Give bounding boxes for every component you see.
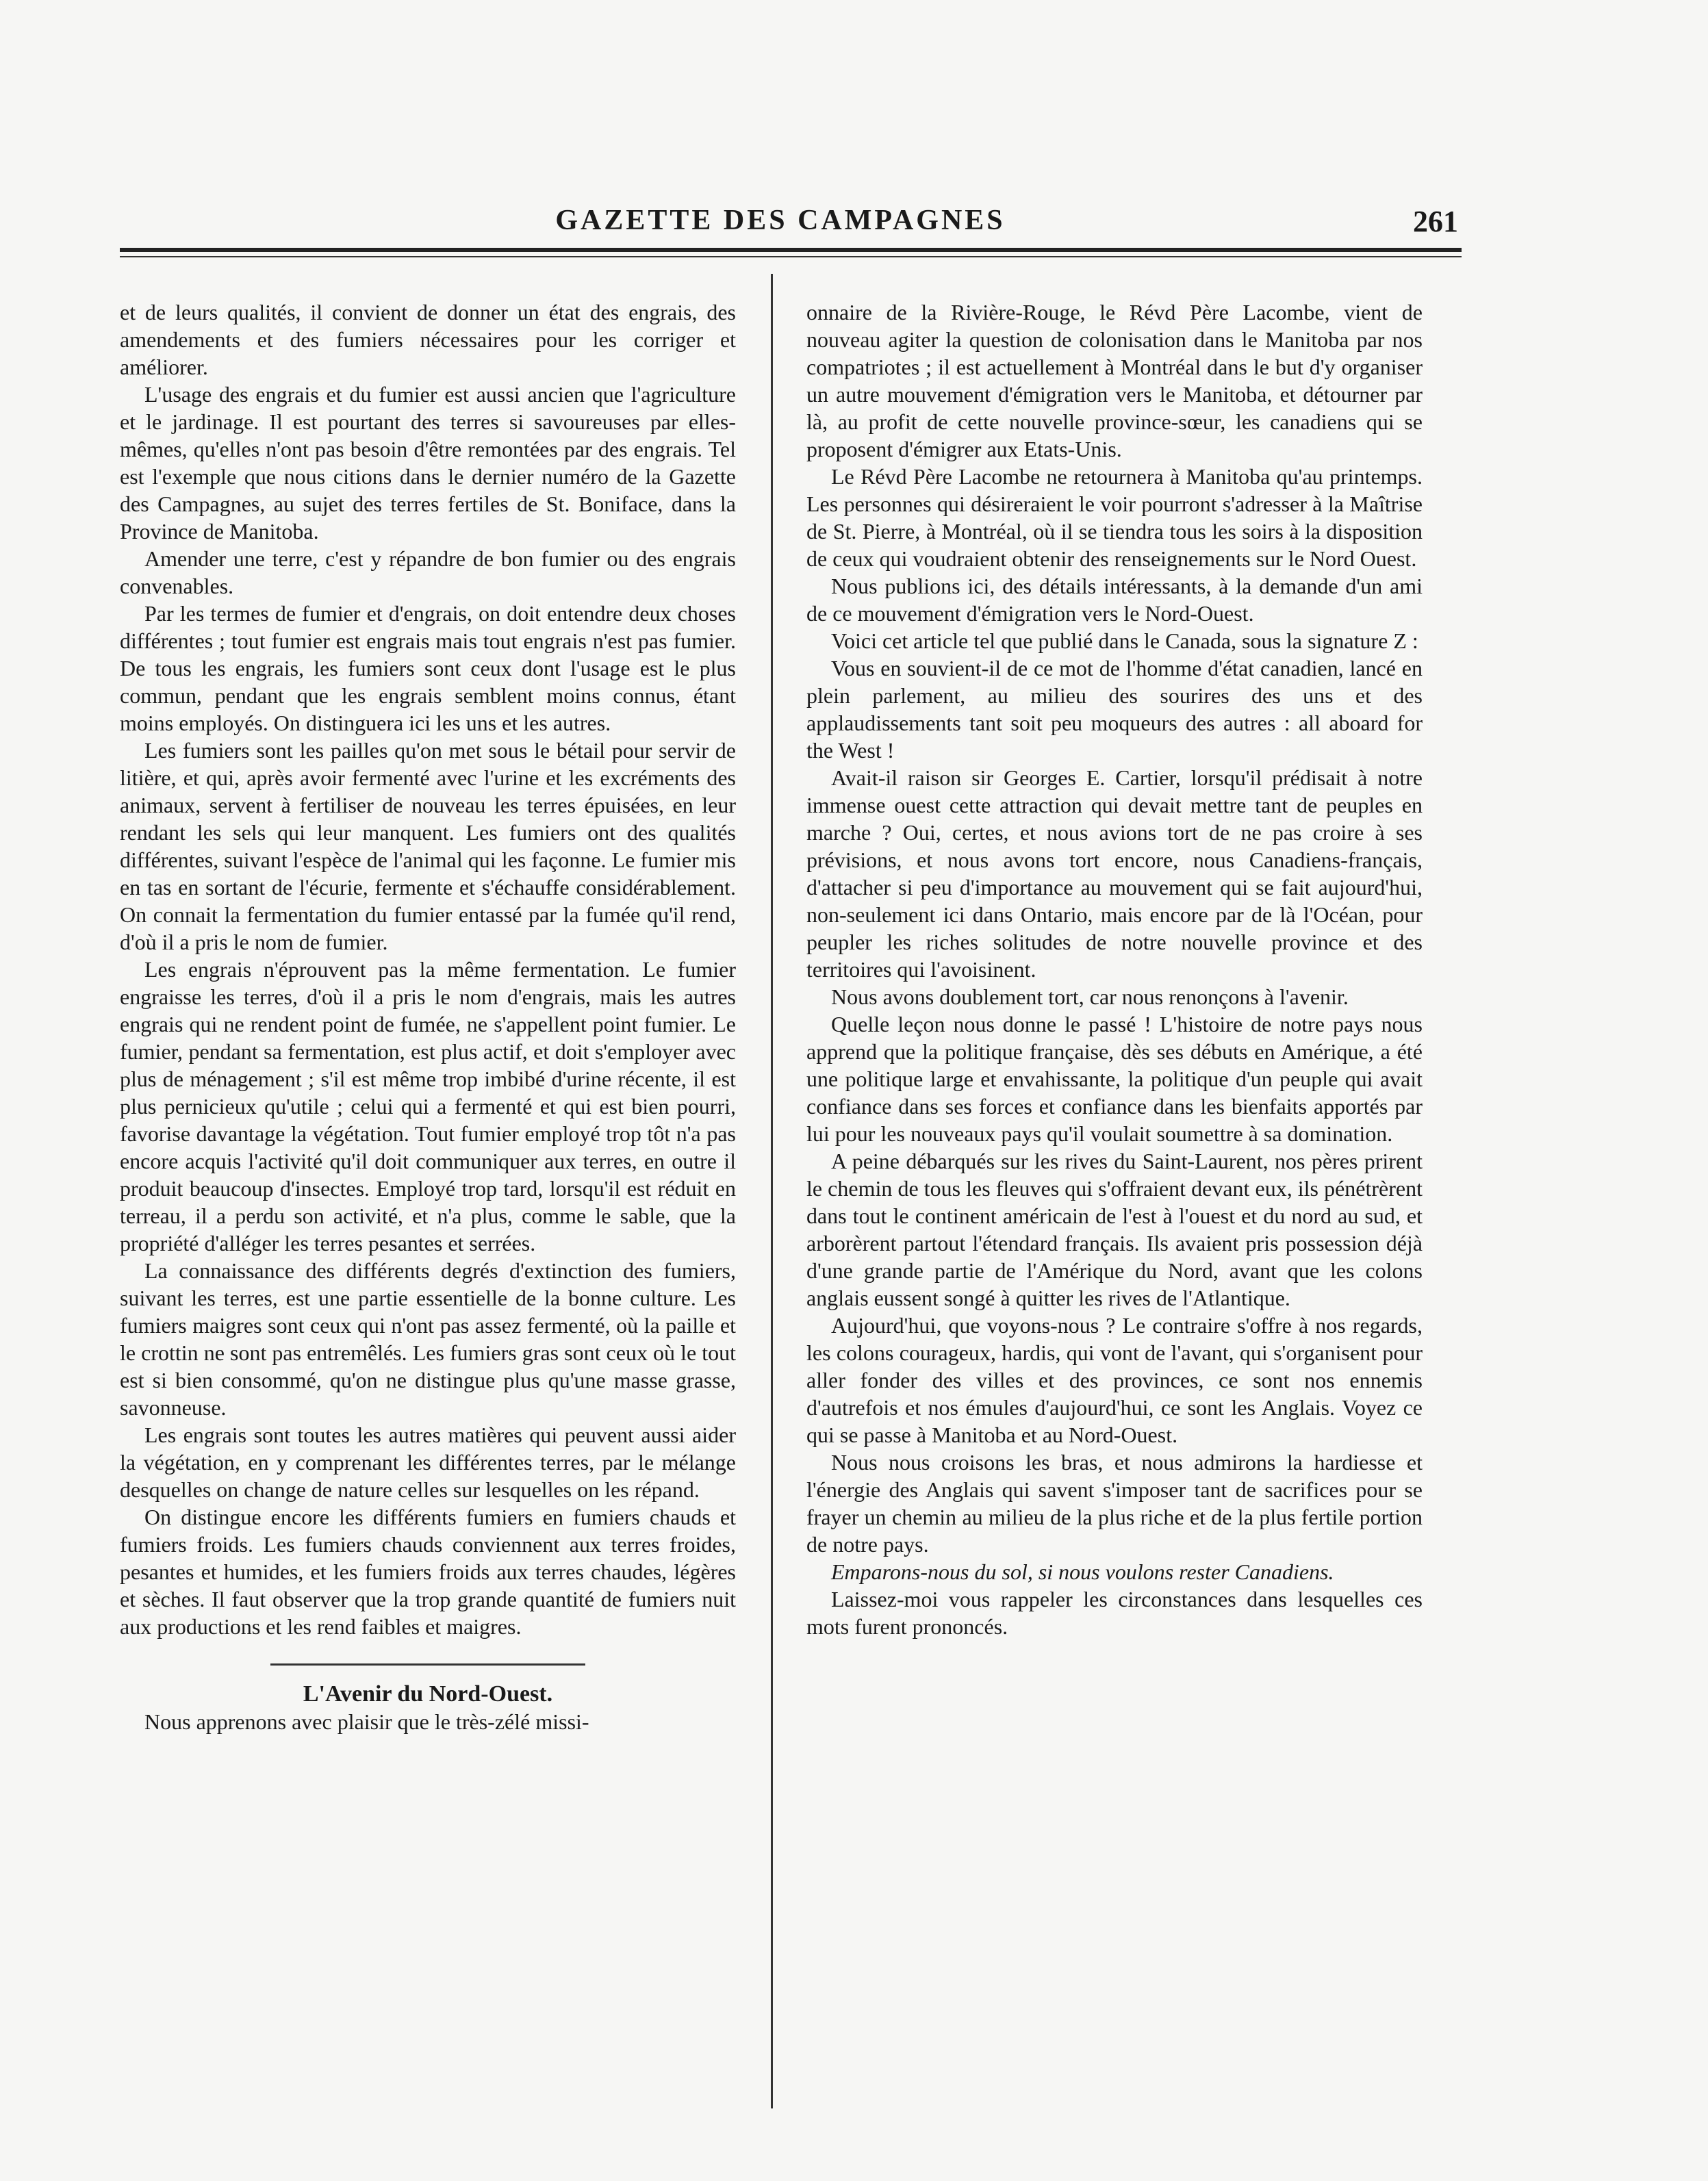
paragraph: La connaissance des différents degrés d'extinction des fumiers, suivant les terres, est une partie essentielle de la bonne culture. Les fumiers maigres sont ceux qui n'ont pas assez fermenté, où la paille et le crottin ne sont pas entremêlés. Les fumiers gras sont ceux où le tout est si bien consommé, qu'on ne distingue plus qu'une masse grasse, savonneuse. xyxy=(120,1258,736,1420)
paragraph: Les engrais n'éprouvent pas la même fermentation. Le fumier engraisse les terres, d'où il a pris le nom d'engrais, mais les autres engrais qui ne rendent point de fumée, ne s'appellent point fumier. Le fumier, pendant sa fermentation, est plus actif, et doit s'employer avec plus de ménagement ; s'il est même trop imbibé d'urine récente, il est plus pernicieux qu'utile ; celui qui a fermenté et qui est bien pourri, favorise davantage la végétation. Tout fumier employé trop tôt n'a pas encore acquis l'activité qu'il doit communiquer aux terres, en outre il produit beaucoup d'insectes. Employé trop tard, lorsqu'il est réduit en terreau, il a perdu son activité, et n'a plus, comme le sable, que la propriété d'alléger les terres pesantes et serrées. xyxy=(120,957,736,1255)
paragraph: et de leurs qualités, il convient de donner un état des engrais, des amendements et des fumiers nécessaires pour les corriger et améliorer. xyxy=(120,300,736,379)
paragraph: Quelle leçon nous donne le passé ! L'histoire de notre pays nous apprend que la politique française, dès ses débuts en Amérique, a été une politique large et envahissante, la politique d'un peuple qui avait confiance dans ses forces et confiance dans les bienfaits apportés par lui pour les nouveaux pays qu'il voulait soumettre à sa domination. xyxy=(806,1012,1423,1146)
right-column xyxy=(806,298,1423,1640)
page-header xyxy=(123,204,1458,245)
paragraph: Par les termes de fumier et d'engrais, on doit entendre deux choses différentes ; tout fumier est engrais mais tout engrais n'est pas fumier. De tous les engrais, les fumiers sont ceux dont l'usage est le plus commun, pendant que les engrais semblent moins connus, étant moins employés. On distinguera ici les uns et les autres. xyxy=(120,601,736,735)
paragraph: onnaire de la Rivière-Rouge, le Révd Père Lacombe, vient de nouveau agiter la question de colonisation dans le Manitoba par nos compatriotes ; il est actuellement à Montréal dans le but d'y organiser un autre mouvement d'émigration vers le Manitoba, et détourner par là, au profit de cette nouvelle province-sœur, les canadiens qui se proposent d'émigrer aux Etats-Unis. xyxy=(806,300,1423,461)
paragraph: L'usage des engrais et du fumier est aussi ancien que l'agriculture et le jardinage. Il est pourtant des terres si savoureuses par elles-mêmes, qu'elles n'ont pas besoin d'être remontées par des engrais. Tel est l'exemple que nous citions dans le dernier numéro de la Gazette des Campagnes, au sujet des terres fertiles de St. Boniface, dans la Province de Manitoba. xyxy=(120,382,736,544)
paragraph: Les fumiers sont les pailles qu'on met sous le bétail pour servir de litière, et qui, après avoir fermenté avec l'urine et les excréments des animaux, servent à fertiliser de nouveau les terres épuisées, en leur rendant les sels qui leur manquent. Les fumiers ont des qualités différentes, suivant l'espèce de l'animal qui les façonne. Le fumier mis en tas en sortant de l'écurie, fermente et s'échauffe considérablement. On connait la fermentation du fumier entassé par la fumée qu'il rend, d'où il a pris le nom de fumier. xyxy=(120,738,736,954)
paragraph: Nous publions ici, des détails intéressants, à la demande d'un ami de ce mouvement d'émigration vers le Nord-Ouest. xyxy=(806,574,1423,626)
publication-title: GAZETTE DES CAMPAGNES xyxy=(555,205,1006,236)
header-rule-thin xyxy=(120,256,1462,257)
left-column xyxy=(120,298,736,1735)
paragraph: Nous apprenons avec plaisir que le très-zélé missi- xyxy=(144,1709,589,1734)
paragraph: Les engrais sont toutes les autres matières qui peuvent aussi aider la végétation, en y comprenant les différentes terres, par le mélange desquelles on change de nature celles sur lesquelles on les répand. xyxy=(120,1423,736,1502)
paragraph: Avait-il raison sir Georges E. Cartier, lorsqu'il prédisait à notre immense ouest cette attraction qui devait mettre tant de peuples en marche ? Oui, certes, et nous avions tort de ne pas croire à ses prévisions, et nous avons tort encore, nous Canadiens-français, d'attacher si peu d'importance au mouvement qui se fait aujourd'hui, non-seulement ici dans Ontario, mais encore par de là l'Océan, pour peupler les riches solitudes de notre nouvelle province et des territoires qui l'avoisinent. xyxy=(806,765,1423,982)
paragraph: Emparons-nous du sol, si nous voulons rester Canadiens. xyxy=(831,1559,1334,1584)
paragraph: Aujourd'hui, que voyons-nous ? Le contraire s'offre à nos regards, les colons courageux, hardis, qui vont de l'avant, qui s'organisent pour aller fonder des villes et des provinces, ce sont nos ennemis d'autrefois et nos émules d'aujourd'hui, ce sont les Anglais. Voyez ce qui se passe à Manitoba et au Nord-Ouest. xyxy=(806,1313,1423,1447)
paragraph: Voici cet article tel que publié dans le Canada, sous la signature Z : xyxy=(831,628,1418,653)
paragraph: Le Révd Père Lacombe ne retournera à Manitoba qu'au printemps. Les personnes qui désireraient le voir pourront s'adresser à la Maîtrise de St. Pierre, à Montréal, où il se tiendra tous les soirs à la disposition de ceux qui voudraient obtenir des renseignements sur le Nord Ouest. xyxy=(806,464,1423,571)
section-title: L'Avenir du Nord-Ouest. xyxy=(303,1681,553,1707)
paragraph: A peine débarqués sur les rives du Saint-Laurent, nos pères prirent le chemin de tous les fleuves qui s'offraient devant eux, ils pénétrèrent dans tout le continent américain de l'est à l'ouest et du nord au sud, et arborèrent partout l'étendard français. Ils avaient pris possession déjà d'une grande partie de l'Amérique du Nord, avant que les colons anglais eussent songé à quitter les rives de l'Atlantique. xyxy=(806,1149,1423,1310)
paragraph: On distingue encore les différents fumiers en fumiers chauds et fumiers froids. Les fumiers chauds conviennent aux terres froides, pesantes et humides, et les fumiers froids aux terres chaudes, légères et sèches. Il faut observer que la trop grande quantité de fumiers nuit aux productions et les rend faibles et maigres. xyxy=(120,1505,736,1639)
header-rule xyxy=(120,248,1462,252)
column-divider xyxy=(771,274,773,2108)
paragraph: Vous en souvient-il de ce mot de l'homme d'état canadien, lancé en plein parlement, au milieu des sourires des uns et des applaudissements tant soit peu moqueurs des autres : all aboard for the West ! xyxy=(806,656,1423,763)
paragraph: Laissez-moi vous rappeler les circonstances dans lesquelles ces mots furent prononcés. xyxy=(806,1587,1423,1639)
paragraph: Amender une terre, c'est y répandre de bon fumier ou des engrais convenables. xyxy=(120,546,736,598)
paragraph: Nous nous croisons les bras, et nous admirons la hardiesse et l'énergie des Anglais qui savent s'imposer tant de sacrifices pour se frayer un chemin au milieu de la plus riche et de la plus fertile portion de notre pays. xyxy=(806,1450,1423,1557)
paragraph: Nous avons doublement tort, car nous renonçons à l'avenir. xyxy=(831,984,1349,1009)
page-number: 261 xyxy=(1413,205,1458,238)
section-rule xyxy=(270,1663,585,1666)
